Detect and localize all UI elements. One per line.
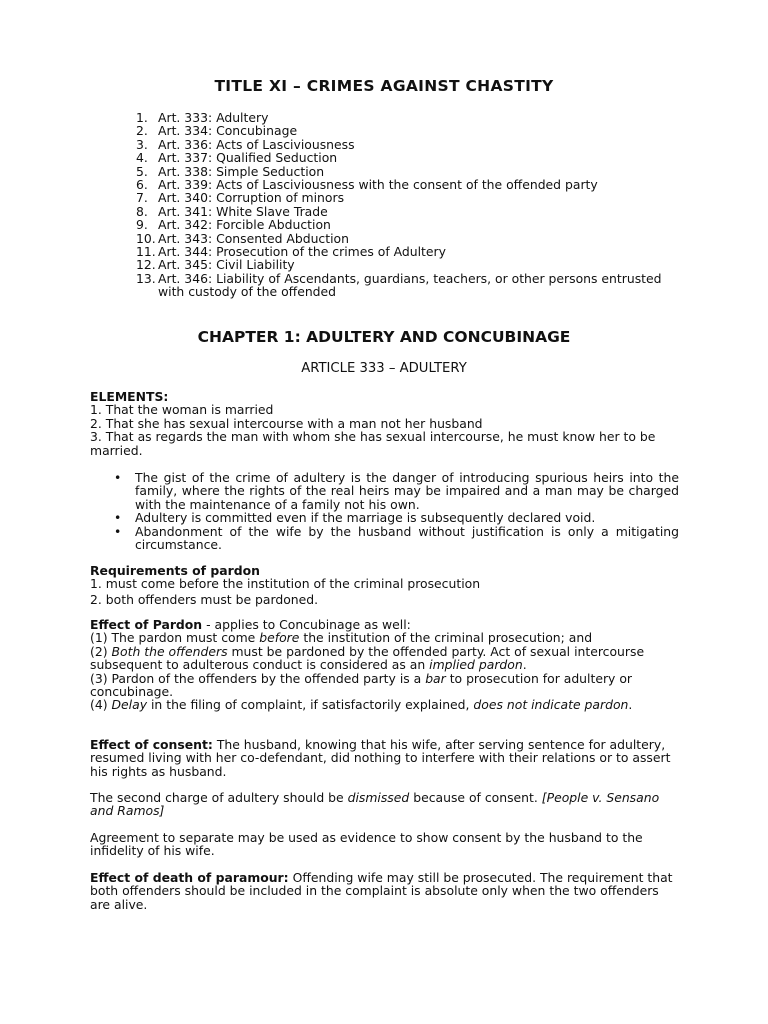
effect-of-pardon-item: (1) The pardon must come before the institution of the criminal prosecution; and (90, 630, 593, 646)
article-list-item (136, 165, 681, 178)
list-number: 13. (136, 270, 156, 286)
article-heading: ARTICLE 333 – ADULTERY (301, 361, 467, 376)
list-number: 2. (136, 123, 148, 139)
effect-of-death-paragraph: Effect of death of paramour: Offending wife may still be prosecuted. The requirement that both offenders should be included in the complaint is absolute only when the two offenders are alive. (90, 870, 673, 912)
case-citation: [People v. Sensano and Ramos] (90, 790, 660, 819)
list-text: Art. 339: Acts of Lasciviousness with the consent of the offended party (158, 177, 598, 193)
list-text: Art. 346: Liability of Ascendants, guardians, teachers, or other persons entrusted with custody of the offended (158, 270, 662, 300)
article-list-item (136, 178, 681, 191)
list-number: 4. (136, 150, 148, 166)
element-item: 1. That the woman is married (90, 402, 274, 418)
list-text: Art. 343: Consented Abduction (158, 230, 349, 246)
elements-section (90, 390, 680, 457)
list-text: Art. 344: Prosecution of the crimes of Adultery (158, 244, 446, 260)
effect-of-pardon-intro: Effect of Pardon - applies to Concubinage as well: (90, 617, 411, 632)
list-number: 9. (136, 217, 148, 233)
list-text: Art. 345: Civil Liability (158, 257, 295, 273)
list-number: 6. (136, 177, 148, 193)
list-text: Art. 337: Qualified Seduction (158, 150, 338, 166)
article-list-item (136, 124, 681, 137)
list-number: 5. (136, 163, 148, 179)
list-text: Art. 340: Corruption of minors (158, 190, 345, 206)
agreement-paragraph: Agreement to separate may be used as evidence to show consent by the husband to the infidelity of his wife. (90, 830, 643, 859)
article-list-item (136, 245, 681, 258)
effect-of-pardon-section (90, 618, 680, 712)
pardon-requirement-item: 1. must come before the institution of the criminal prosecution (90, 576, 481, 592)
article-list-item (136, 218, 681, 231)
effect-of-pardon-item: (2) Both the offenders must be pardoned by the offended party. Act of sexual intercourse subsequent to adulterous conduct is considered as an implied pardon. (90, 643, 645, 673)
article-list-item (136, 151, 681, 164)
article-list-item (136, 205, 681, 218)
bullet-item: • Abandonment of the wife by the husband without justification is only a mitigating circumstance. (114, 523, 679, 553)
list-number: 7. (136, 190, 148, 206)
list-number: 8. (136, 203, 148, 219)
list-number: 3. (136, 136, 148, 152)
list-number: 11. (136, 244, 156, 260)
list-text: Art. 336: Acts of Lasciviousness (158, 136, 355, 152)
effect-of-pardon-item: (4) Delay in the filing of complaint, if satisfactorily explained, does not indicate pardon. (90, 697, 633, 713)
bullet-icon: • (114, 510, 122, 526)
list-text: Art. 333: Adultery (158, 110, 269, 125)
element-item: 2. That she has sexual intercourse with a man not her husband (90, 415, 483, 431)
article-list-item (136, 258, 681, 271)
article-list-item (136, 191, 681, 204)
bullet-item: • The gist of the crime of adultery is the danger of introducing spurious heirs into the family, where the rights of the real heirs may be impaired and a man may be charged with the maintenance of a family not his own. (114, 470, 679, 512)
chapter-heading: CHAPTER 1: ADULTERY AND CONCUBINAGE (197, 328, 571, 346)
pardon-requirements-heading: Requirements of pardon (90, 563, 260, 578)
list-text: Art. 342: Forcible Abduction (158, 217, 331, 233)
effect-of-pardon-item: (3) Pardon of the offenders by the offended party is a bar to prosecution for adultery or concubinage. (90, 670, 633, 700)
elements-heading: ELEMENTS: (90, 389, 169, 404)
article-list-item (136, 138, 681, 151)
list-text: Art. 334: Concubinage (158, 123, 298, 139)
list-number: 1. (136, 110, 148, 125)
second-charge-paragraph: The second charge of adultery should be dismissed because of consent. [People v. Sensano and Ramos] (90, 790, 660, 819)
effect-of-consent-heading: Effect of consent: (90, 737, 213, 752)
effect-of-consent-paragraph: Effect of consent: The husband, knowing that his wife, after serving sentence for adultery, resumed living with her co-defendant, did nothing to interfere with their relations or to assert his rights as husband. (90, 737, 671, 779)
pardon-requirement-item: 2. both offenders must be pardoned. (90, 591, 319, 607)
notes-bullet-list (114, 471, 679, 551)
document-title: TITLE XI – CRIMES AGAINST CHASTITY (214, 77, 554, 95)
bullet-icon: • (114, 470, 122, 485)
article-list (136, 111, 681, 299)
pardon-requirements-section (90, 564, 680, 606)
article-list-item (136, 272, 681, 299)
bullet-icon: • (114, 523, 122, 539)
list-number: 12. (136, 257, 156, 273)
effect-of-death-heading: Effect of death of paramour: (90, 870, 289, 885)
article-list-item (136, 232, 681, 245)
list-text: Art. 338: Simple Seduction (158, 163, 325, 179)
element-item: 3. That as regards the man with whom she has sexual intercourse, he must know her to be married. (90, 429, 656, 458)
bullet-item: • Adultery is committed even if the marriage is subsequently declared void. (114, 510, 596, 526)
list-number: 10. (136, 230, 156, 246)
article-list-item (136, 111, 681, 124)
list-text: Art. 341: White Slave Trade (158, 203, 328, 219)
